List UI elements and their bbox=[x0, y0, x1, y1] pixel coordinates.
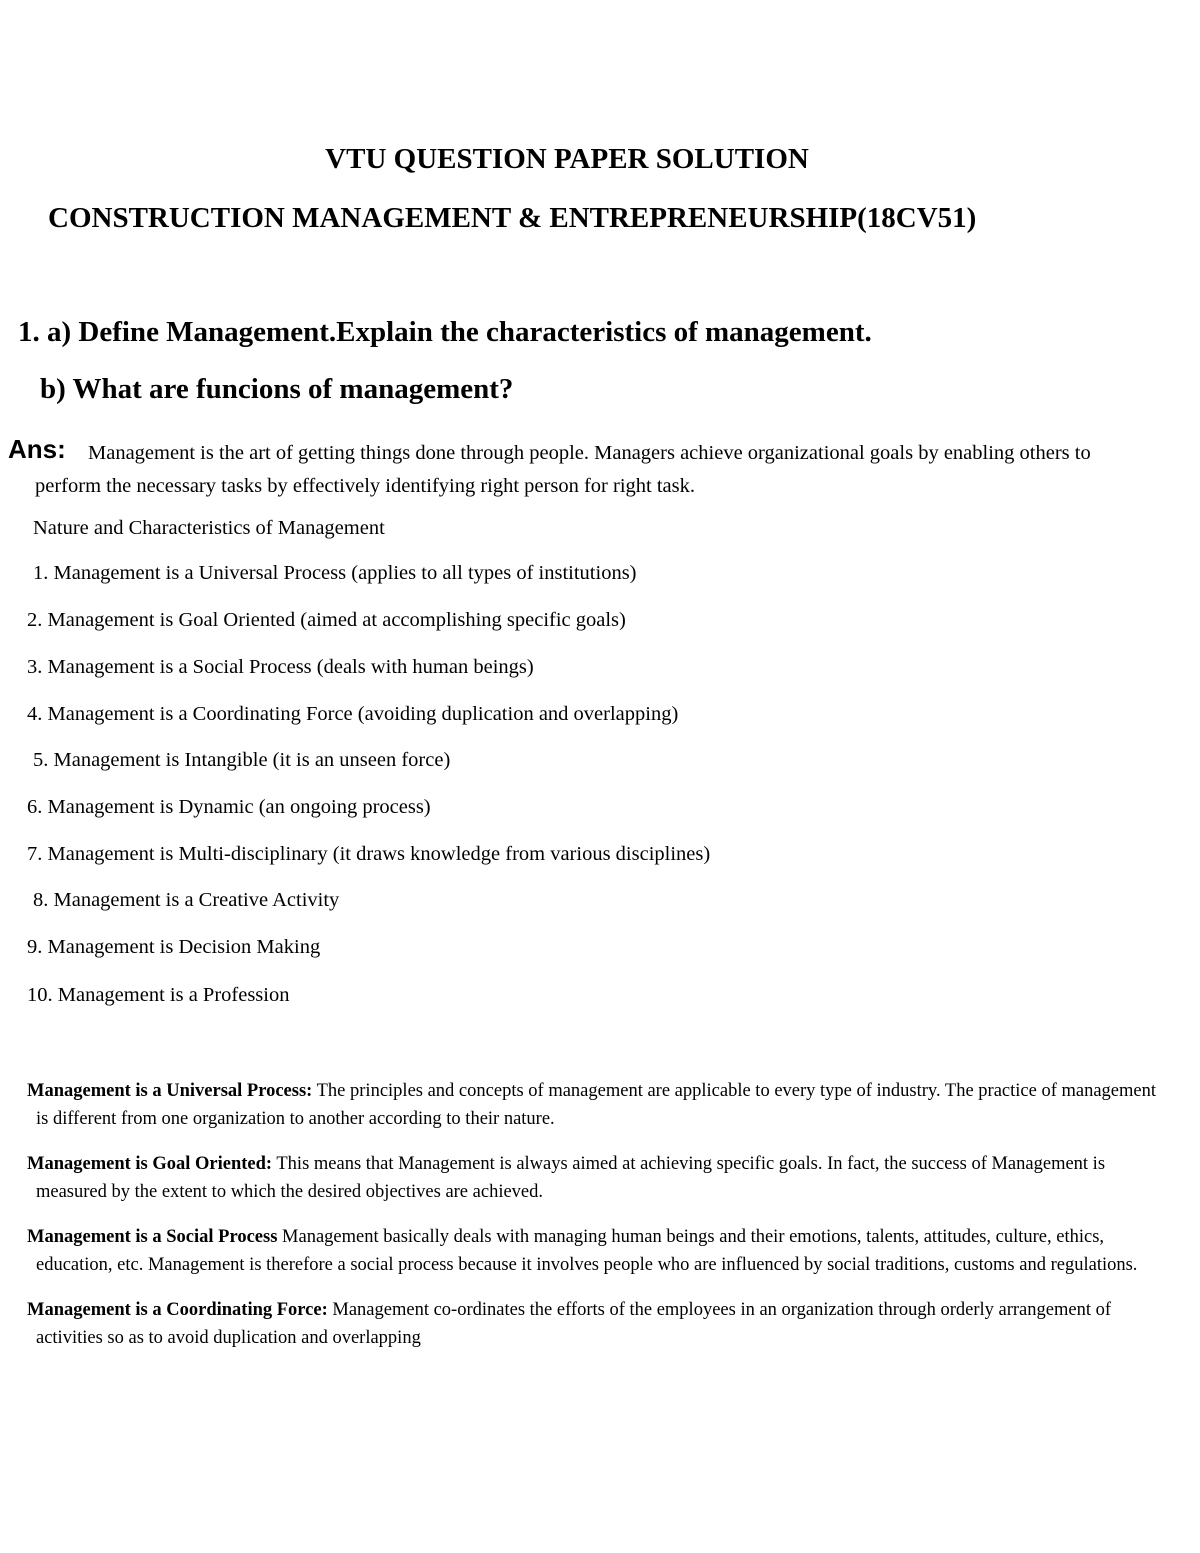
detail-goal-oriented bbox=[27, 1150, 1162, 1206]
list-item: 3. Management is a Social Process (deals with human beings) bbox=[27, 656, 534, 678]
detail-text: Management basically deals with managing human beings and their emotions, talents, attitudes, culture, ethics, education, etc. Management is therefore a social process because it involves people who are influenced by social traditions, customs and regulations. bbox=[36, 1227, 1138, 1275]
course-title: CONSTRUCTION MANAGEMENT & ENTREPRENEURSHIP(18CV51) bbox=[48, 202, 977, 234]
list-item: 6. Management is Dynamic (an ongoing process) bbox=[27, 796, 431, 818]
answer-intro: Management is the art of getting things done through people. Managers achieve organizational goals by enabling others to perform the necessary tasks by effectively identifying right person for right task. bbox=[35, 442, 1091, 497]
question-1a: 1. a) Define Management.Explain the characteristics of management. bbox=[18, 316, 872, 348]
detail-text: The principles and concepts of management are applicable to every type of industry. The practice of management is different from one organization to another according to their nature. bbox=[36, 1081, 1156, 1129]
detail-term: Management is a Universal Process: bbox=[27, 1081, 313, 1101]
question-1b: b) What are funcions of management? bbox=[40, 373, 514, 405]
detail-term: Management is a Coordinating Force: bbox=[27, 1300, 328, 1320]
list-item: 10. Management is a Profession bbox=[27, 984, 290, 1006]
detail-term: Management is Goal Oriented: bbox=[27, 1154, 273, 1174]
detail-social-process bbox=[27, 1223, 1162, 1279]
nature-heading: Nature and Characteristics of Management bbox=[33, 517, 385, 539]
list-item: 1. Management is a Universal Process (applies to all types of institutions) bbox=[33, 562, 637, 584]
list-item: 9. Management is Decision Making bbox=[27, 936, 321, 958]
detail-text: Management co-ordinates the efforts of the employees in an organization through orderly arrangement of activities so as to avoid duplication and overlapping bbox=[36, 1300, 1112, 1348]
list-item: 4. Management is a Coordinating Force (avoiding duplication and overlapping) bbox=[27, 703, 679, 725]
answer-label: Ans: bbox=[8, 434, 66, 464]
detail-universal-process bbox=[27, 1077, 1162, 1133]
characteristics-details bbox=[27, 1077, 1162, 1369]
list-item: 7. Management is Multi-disciplinary (it draws knowledge from various disciplines) bbox=[27, 843, 711, 865]
detail-coordinating-force bbox=[27, 1296, 1162, 1352]
document-title: VTU QUESTION PAPER SOLUTION bbox=[325, 143, 809, 175]
detail-text: This means that Management is always aimed at achieving specific goals. In fact, the success of Management is measured by the extent to which the desired objectives are achieved. bbox=[36, 1154, 1106, 1202]
list-item: 2. Management is Goal Oriented (aimed at accomplishing specific goals) bbox=[27, 609, 626, 631]
list-item: 8. Management is a Creative Activity bbox=[33, 889, 340, 911]
list-item: 5. Management is Intangible (it is an unseen force) bbox=[33, 749, 451, 771]
detail-term: Management is a Social Process bbox=[27, 1227, 278, 1247]
